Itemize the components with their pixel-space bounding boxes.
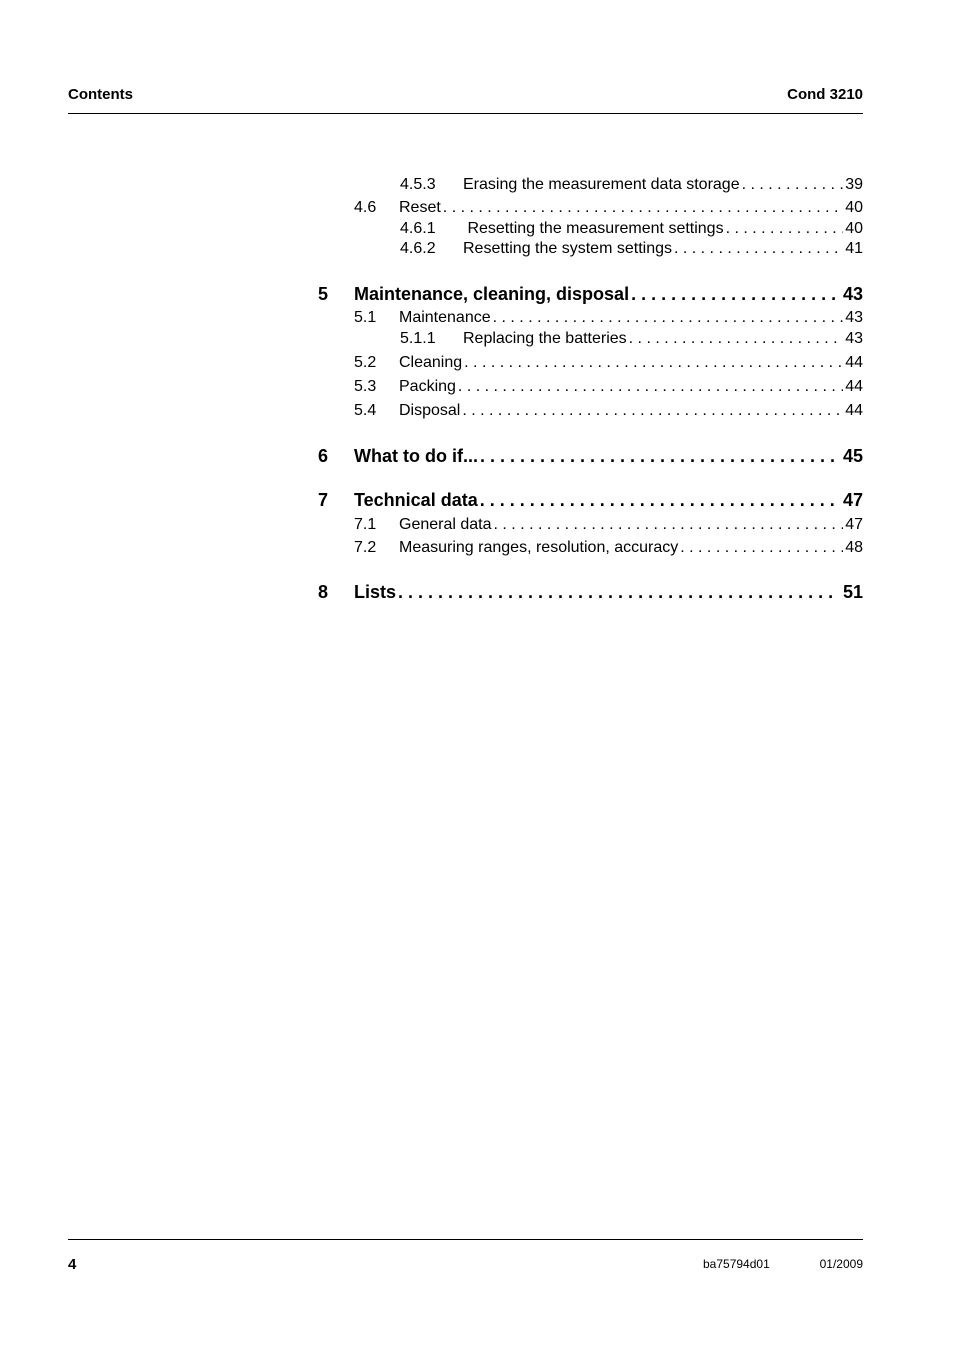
toc-entry-page: 45 [842, 446, 863, 466]
toc-dot-leader [464, 354, 843, 372]
toc-entry-number: 7.1 [354, 516, 377, 533]
toc-dot-leader [726, 220, 844, 238]
toc-entry-page: 40 [845, 199, 863, 216]
footer-document-id: ba75794d01 [703, 1257, 770, 1271]
toc-dot-leader [443, 199, 843, 217]
toc-entry-page: 43 [845, 309, 863, 326]
toc-entry-number: 4.6.2 [400, 240, 436, 257]
toc-entry-title: Measuring ranges, resolution, accuracy [399, 539, 679, 556]
toc-entry-page: 44 [845, 354, 863, 371]
toc-entry-number: 8 [318, 582, 329, 602]
toc-entry-number: 5 [318, 284, 329, 304]
toc-entry-page: 47 [845, 516, 863, 533]
toc-entry[interactable] [354, 539, 863, 557]
toc-entry-title: Lists [354, 582, 397, 602]
toc-entry-page: 47 [842, 490, 863, 510]
toc-entry-title: Cleaning [399, 354, 463, 371]
toc-dot-leader [494, 516, 844, 534]
header-product-name: Cond 3210 [787, 86, 863, 103]
toc-entry-page: 39 [845, 176, 863, 193]
toc-dot-leader [742, 176, 844, 194]
toc-entry[interactable] [354, 199, 863, 217]
toc-dot-leader [458, 378, 843, 396]
toc-entry[interactable] [354, 309, 863, 327]
toc-entry-title: Disposal [399, 402, 461, 419]
toc-entry-title: Packing [399, 378, 456, 395]
toc-entry-page: 40 [845, 220, 863, 237]
toc-entry[interactable] [318, 284, 863, 305]
footer-date: 01/2009 [819, 1257, 863, 1271]
toc-entry-page: 43 [842, 284, 863, 304]
toc-entry[interactable] [400, 176, 863, 194]
toc-entry[interactable] [354, 402, 863, 420]
footer-divider [68, 1239, 863, 1240]
header-divider [68, 113, 863, 114]
toc-dot-leader [462, 402, 843, 420]
toc-dot-leader [629, 330, 844, 348]
toc-entry[interactable] [400, 240, 863, 258]
toc-dot-leader [398, 582, 837, 603]
toc-dot-leader [680, 539, 843, 557]
toc-entry[interactable] [400, 220, 863, 238]
toc-entry[interactable] [318, 582, 863, 603]
toc-dot-leader [493, 309, 844, 327]
footer-page-number: 4 [68, 1256, 77, 1273]
toc-dot-leader [480, 490, 837, 511]
toc-entry[interactable] [400, 330, 863, 348]
toc-entry-title: Erasing the measurement data storage [463, 176, 740, 193]
toc-entry-title: Technical data [354, 490, 478, 510]
toc-entry-title: Resetting the measurement settings [463, 220, 724, 237]
toc-entry-page: 43 [845, 330, 863, 347]
toc-entry-number: 6 [318, 446, 329, 466]
toc-entry[interactable] [318, 446, 863, 467]
toc-entry-number: 7 [318, 490, 329, 510]
header-section-title: Contents [68, 86, 133, 103]
toc-entry[interactable] [318, 490, 863, 511]
toc-entry-title: Maintenance [399, 309, 491, 326]
toc-entry-number: 7.2 [354, 539, 377, 556]
toc-entry-number: 5.2 [354, 354, 377, 371]
toc-entry-number: 4.6.1 [400, 220, 436, 237]
toc-dot-leader [480, 446, 837, 467]
toc-entry-page: 44 [845, 402, 863, 419]
toc-entry[interactable] [354, 354, 863, 372]
toc-entry-title: Maintenance, cleaning, disposal [354, 284, 630, 304]
toc-dot-leader [674, 240, 843, 258]
toc-entry-title: Reset [399, 199, 441, 216]
toc-entry-page: 44 [845, 378, 863, 395]
toc-entry-number: 4.5.3 [400, 176, 436, 193]
toc-entry-number: 4.6 [354, 199, 377, 216]
toc-entry-number: 5.4 [354, 402, 377, 419]
toc-dot-leader [631, 284, 837, 305]
toc-entry[interactable] [354, 378, 863, 396]
toc-entry-page: 51 [842, 582, 863, 602]
toc-entry-title: What to do if... [354, 446, 478, 466]
toc-entry-number: 5.1 [354, 309, 377, 326]
toc-entry-page: 48 [845, 539, 863, 556]
toc-entry-number: 5.3 [354, 378, 377, 395]
toc-entry[interactable] [354, 516, 863, 534]
toc-entry-title: General data [399, 516, 492, 533]
toc-entry-page: 41 [845, 240, 863, 257]
toc-entry-title: Replacing the batteries [463, 330, 627, 347]
toc-entry-title: Resetting the system settings [463, 240, 672, 257]
toc-entry-number: 5.1.1 [400, 330, 436, 347]
